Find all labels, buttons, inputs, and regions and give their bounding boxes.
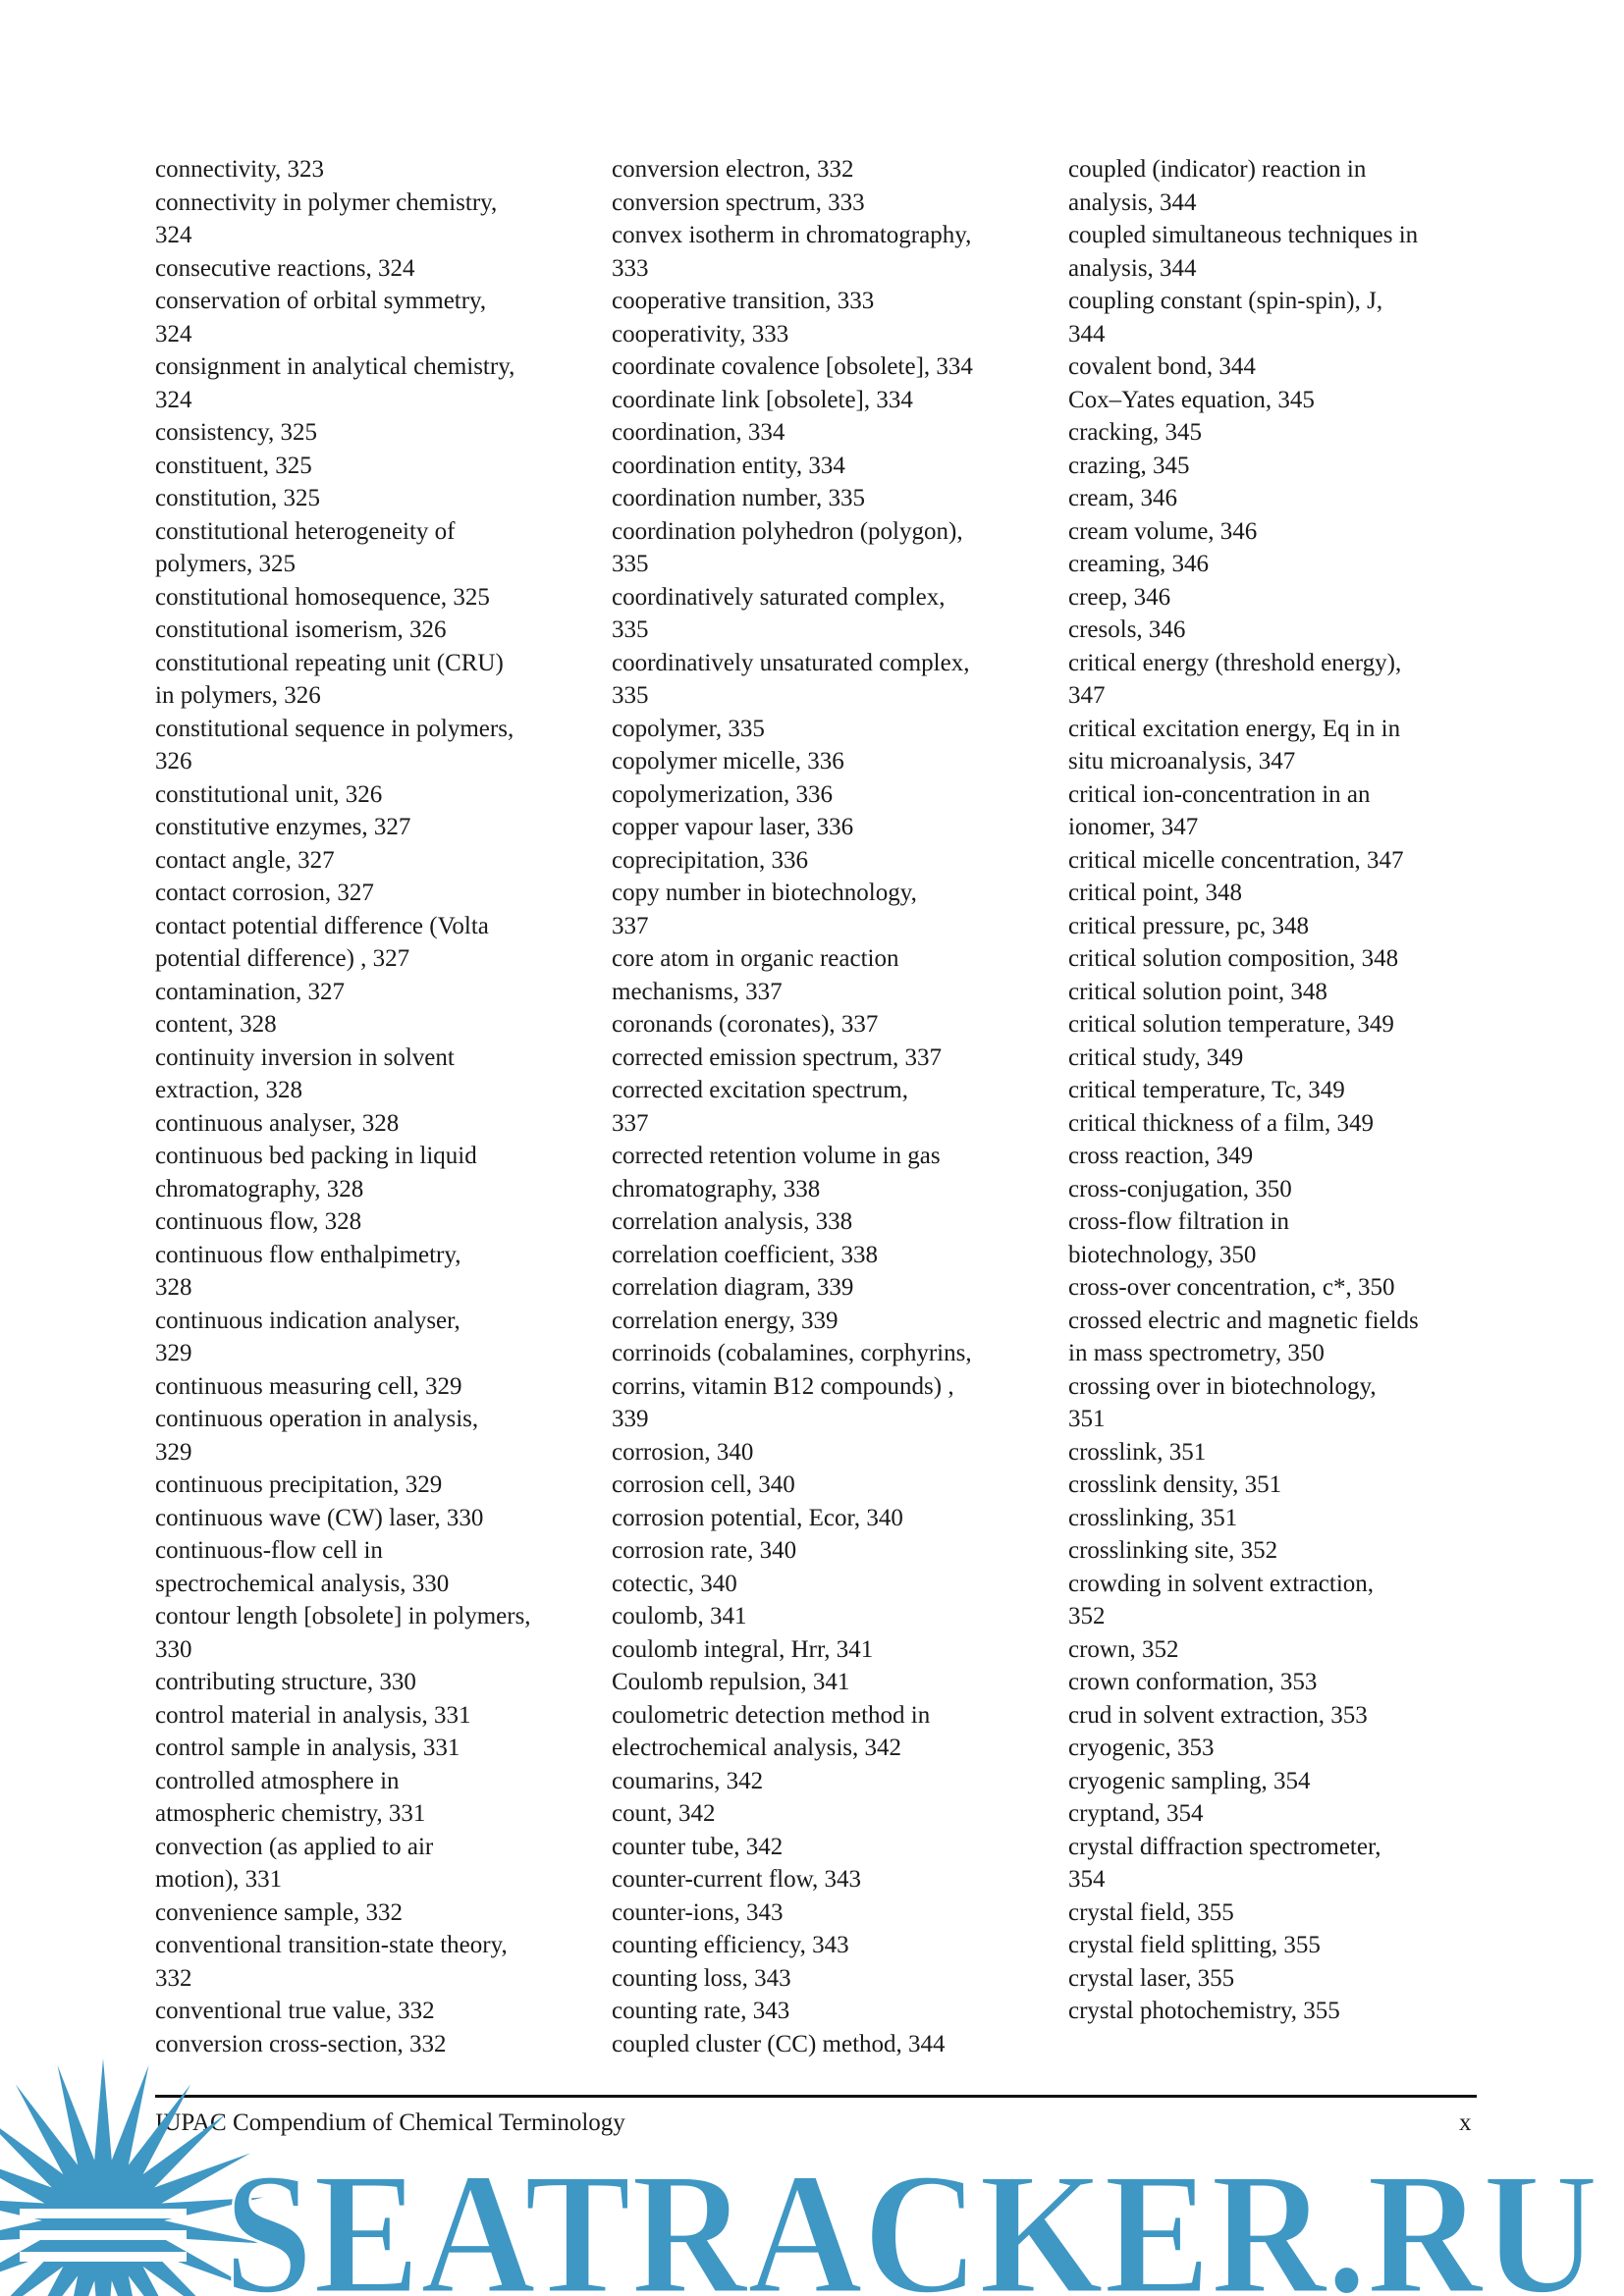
index-entry: constitutional heterogeneity of: [155, 517, 456, 545]
index-entry: constitutional sequence in polymers,: [155, 715, 514, 742]
index-entry: continuous analyser, 328: [155, 1109, 400, 1137]
index-entry: continuous-flow cell in: [155, 1537, 383, 1564]
index-entry: coordinatively unsaturated complex,: [612, 649, 970, 676]
index-entry: content, 328: [155, 1011, 277, 1038]
index-entry: convection (as applied to air: [155, 1833, 434, 1860]
index-entry: constitution, 325: [155, 485, 321, 511]
index-entry: coupled cluster (CC) method, 344: [612, 2030, 946, 2057]
index-entry: in polymers, 326: [155, 682, 321, 709]
index-entry: cooperativity, 333: [612, 320, 789, 347]
index-entry: cross reaction, 349: [1068, 1143, 1254, 1169]
index-entry: creep, 346: [1068, 583, 1171, 611]
index-entry: count, 342: [612, 1800, 716, 1827]
index-entry: consecutive reactions, 324: [155, 254, 415, 282]
index-entry: continuity inversion in solvent: [155, 1043, 455, 1071]
index-entry: coronands (coronates), 337: [612, 1011, 879, 1038]
index-entry: covalent bond, 344: [1068, 353, 1256, 380]
index-column-1: [155, 153, 587, 2060]
index-entry: motion), 331: [155, 1866, 283, 1893]
index-entry: critical point, 348: [1068, 880, 1243, 906]
index-entry: crossed electric and magnetic fields: [1068, 1307, 1419, 1334]
index-entry: atmospheric chemistry, 331: [155, 1800, 426, 1827]
index-entry: Cox–Yates equation, 345: [1068, 386, 1315, 413]
index-entry: continuous operation in analysis,: [155, 1406, 479, 1432]
index-entry: corrosion potential, Ecor, 340: [612, 1504, 903, 1531]
index-entry: 352: [1068, 1603, 1106, 1629]
index-entry: cryogenic, 353: [1068, 1735, 1215, 1761]
index-entry: continuous flow, 328: [155, 1208, 362, 1235]
index-entry: convex isotherm in chromatography,: [612, 222, 972, 248]
index-column-3: [1068, 153, 1500, 2028]
index-entry: conservation of orbital symmetry,: [155, 288, 487, 314]
index-entry: 335: [612, 682, 649, 709]
footer-title: IUPAC Compendium of Chemical Terminology: [155, 2109, 625, 2136]
index-entry: 335: [612, 551, 649, 577]
index-entry: connectivity, 323: [155, 156, 324, 183]
index-entry: polymers, 325: [155, 551, 297, 577]
index-entry: coordinatively saturated complex,: [612, 583, 946, 611]
index-entry: 332: [155, 1964, 192, 1992]
index-entry: 347: [1068, 682, 1106, 709]
index-entry: crowding in solvent extraction,: [1068, 1570, 1375, 1597]
index-entry: core atom in organic reaction: [612, 945, 899, 972]
index-entry: Coulomb repulsion, 341: [612, 1669, 850, 1695]
index-entry: copy number in biotechnology,: [612, 880, 917, 906]
index-entry: 337: [612, 1109, 649, 1137]
index-entry: control sample in analysis, 331: [155, 1735, 460, 1761]
index-entry: coordination polyhedron (polygon),: [612, 517, 963, 545]
index-entry: copolymer micelle, 336: [612, 748, 844, 774]
index-entry: contour length [obsolete] in polymers,: [155, 1603, 531, 1629]
index-entry: critical energy (threshold energy),: [1068, 649, 1402, 676]
index-entry: counter-current flow, 343: [612, 1866, 862, 1893]
index-entry: continuous indication analyser,: [155, 1307, 460, 1334]
index-entry: corrected excitation spectrum,: [612, 1077, 908, 1103]
index-entry: cracking, 345: [1068, 419, 1203, 446]
index-entry: coumarins, 342: [612, 1767, 764, 1794]
index-entry: cryogenic sampling, 354: [1068, 1767, 1311, 1794]
index-entry: cresols, 346: [1068, 616, 1186, 643]
index-entry: critical solution point, 348: [1068, 978, 1327, 1005]
index-entry: crystal photochemistry, 355: [1068, 1998, 1340, 2024]
index-entry: corrosion rate, 340: [612, 1537, 797, 1564]
index-entry: connectivity in polymer chemistry,: [155, 188, 498, 216]
index-entry: 329: [155, 1438, 192, 1466]
index-entry: conversion cross-section, 332: [155, 2030, 447, 2057]
index-entry: creaming, 346: [1068, 551, 1210, 577]
index-entry: crosslinking, 351: [1068, 1504, 1238, 1531]
watermark-logo: [0, 2056, 1624, 2296]
index-entry: copper vapour laser, 336: [612, 814, 854, 840]
index-entry: counting efficiency, 343: [612, 1932, 849, 1958]
index-entry: conversion spectrum, 333: [612, 188, 865, 216]
index-entry: controlled atmosphere in: [155, 1767, 400, 1794]
index-entry: 339: [612, 1406, 649, 1432]
index-entry: critical excitation energy, Eq in in: [1068, 715, 1401, 742]
index-entry: 344: [1068, 320, 1106, 347]
index-entry: extraction, 328: [155, 1077, 302, 1103]
index-entry: coupled (indicator) reaction in: [1068, 156, 1367, 183]
index-entry: potential difference) , 327: [155, 945, 410, 972]
index-entry: situ microanalysis, 347: [1068, 748, 1296, 774]
index-entry: chromatography, 328: [155, 1175, 364, 1202]
index-entry: 326: [155, 748, 192, 774]
index-entry: constitutional unit, 326: [155, 780, 383, 808]
index-entry: cooperative transition, 333: [612, 288, 875, 314]
index-entry: crud in solvent extraction, 353: [1068, 1701, 1368, 1729]
index-entry: crystal field splitting, 355: [1068, 1932, 1321, 1958]
index-entry: corrected retention volume in gas: [612, 1143, 941, 1169]
index-entry: contact potential difference (Volta: [155, 912, 489, 939]
index-entry: 324: [155, 386, 192, 413]
index-entry: crosslink, 351: [1068, 1438, 1207, 1466]
index-entry: cross-flow filtration in: [1068, 1208, 1289, 1235]
index-entry: corrinoids (cobalamines, corphyrins,: [612, 1340, 972, 1366]
index-entry: constitutional isomerism, 326: [155, 616, 447, 643]
index-entry: cream, 346: [1068, 485, 1178, 511]
index-entry: correlation energy, 339: [612, 1307, 839, 1334]
index-entry: spectrochemical analysis, 330: [155, 1570, 450, 1597]
index-entry: correlation coefficient, 338: [612, 1241, 878, 1268]
index-entry: coulometric detection method in: [612, 1701, 931, 1729]
index-entry: crown, 352: [1068, 1635, 1179, 1663]
index-entry: correlation diagram, 339: [612, 1274, 854, 1301]
index-entry: biotechnology, 350: [1068, 1241, 1257, 1268]
index-entry: control material in analysis, 331: [155, 1701, 471, 1729]
index-entry: crown conformation, 353: [1068, 1669, 1318, 1695]
index-entry: constituent, 325: [155, 452, 312, 479]
index-entry: critical ion-concentration in an: [1068, 780, 1371, 808]
index-entry: 354: [1068, 1866, 1106, 1893]
index-entry: cotectic, 340: [612, 1570, 737, 1597]
index-entry: crosslinking site, 352: [1068, 1537, 1278, 1564]
index-entry: 328: [155, 1274, 192, 1301]
index-entry: contamination, 327: [155, 978, 346, 1005]
index-entry: crystal laser, 355: [1068, 1964, 1235, 1992]
index-entry: continuous flow enthalpimetry,: [155, 1241, 461, 1268]
index-entry: counter-ions, 343: [612, 1898, 784, 1926]
index-entry: 324: [155, 222, 192, 248]
index-entry: analysis, 344: [1068, 188, 1197, 216]
index-entry: contributing structure, 330: [155, 1669, 416, 1695]
index-entry: critical study, 349: [1068, 1043, 1244, 1071]
index-entry: crystal field, 355: [1068, 1898, 1234, 1926]
index-entry: crazing, 345: [1068, 452, 1190, 479]
index-entry: 337: [612, 912, 649, 939]
index-entry: critical solution composition, 348: [1068, 945, 1399, 972]
index-entry: critical micelle concentration, 347: [1068, 846, 1404, 874]
index-entry: cross-conjugation, 350: [1068, 1175, 1292, 1202]
index-entry: 351: [1068, 1406, 1106, 1432]
index-entry: copolymerization, 336: [612, 780, 833, 808]
index-entry: convenience sample, 332: [155, 1898, 403, 1926]
index-entry: contact angle, 327: [155, 846, 335, 874]
index-entry: conversion electron, 332: [612, 156, 854, 183]
index-entry: correlation analysis, 338: [612, 1208, 853, 1235]
index-entry: 335: [612, 616, 649, 643]
index-entry: ionomer, 347: [1068, 814, 1199, 840]
index-entry: corrected emission spectrum, 337: [612, 1043, 943, 1071]
index-entry: critical solution temperature, 349: [1068, 1011, 1394, 1038]
index-entry: coupling constant (spin-spin), J,: [1068, 288, 1383, 314]
index-entry: 329: [155, 1340, 192, 1366]
index-entry: crystal diffraction spectrometer,: [1068, 1833, 1381, 1860]
index-entry: crosslink density, 351: [1068, 1471, 1282, 1498]
index-entry: continuous measuring cell, 329: [155, 1372, 462, 1400]
index-entry: counting loss, 343: [612, 1964, 791, 1992]
index-entry: counter tube, 342: [612, 1833, 784, 1860]
index-column-2: [612, 153, 1044, 2060]
index-entry: counting rate, 343: [612, 1998, 790, 2024]
index-entry: contact corrosion, 327: [155, 880, 374, 906]
index-entry: in mass spectrometry, 350: [1068, 1340, 1325, 1366]
page-number: x: [1459, 2109, 1472, 2136]
index-entry: coordination, 334: [612, 419, 785, 446]
index-entry: coordination entity, 334: [612, 452, 845, 479]
watermark-text: SEATRACKER.RU: [224, 2136, 1598, 2296]
index-entry: chromatography, 338: [612, 1175, 821, 1202]
index-entry: corrosion, 340: [612, 1438, 754, 1466]
index-entry: 324: [155, 320, 192, 347]
index-entry: coupled simultaneous techniques in: [1068, 222, 1419, 248]
index-entry: constitutional homosequence, 325: [155, 583, 490, 611]
index-entry: coordination number, 335: [612, 485, 865, 511]
index-entry: 330: [155, 1635, 192, 1663]
index-entry: electrochemical analysis, 342: [612, 1735, 902, 1761]
index-entry: corrins, vitamin B12 compounds) ,: [612, 1372, 954, 1400]
index-entry: 333: [612, 254, 649, 282]
index-entry: conventional true value, 332: [155, 1998, 435, 2024]
index-entry: coulomb, 341: [612, 1603, 747, 1629]
index-entry: copolymer, 335: [612, 715, 765, 742]
index-entry: constitutive enzymes, 327: [155, 814, 411, 840]
index-entry: critical thickness of a film, 349: [1068, 1109, 1375, 1137]
index-entry: crossing over in biotechnology,: [1068, 1372, 1377, 1400]
index-entry: mechanisms, 337: [612, 978, 783, 1005]
index-entry: critical pressure, pc, 348: [1068, 912, 1310, 939]
index-entry: coordinate link [obsolete], 334: [612, 386, 913, 413]
index-entry: coordinate covalence [obsolete], 334: [612, 353, 973, 380]
index-entry: coprecipitation, 336: [612, 846, 808, 874]
index-entry: continuous wave (CW) laser, 330: [155, 1504, 484, 1531]
index-entry: consistency, 325: [155, 419, 318, 446]
index-entry: continuous precipitation, 329: [155, 1471, 443, 1498]
index-entry: consignment in analytical chemistry,: [155, 353, 515, 380]
index-entry: coulomb integral, Hrr, 341: [612, 1635, 874, 1663]
index-entry: analysis, 344: [1068, 254, 1197, 282]
index-entry: corrosion cell, 340: [612, 1471, 795, 1498]
index-entry: critical temperature, Tc, 349: [1068, 1077, 1345, 1103]
index-entry: cryptand, 354: [1068, 1800, 1204, 1827]
index-entry: cream volume, 346: [1068, 517, 1258, 545]
index-entry: conventional transition-state theory,: [155, 1932, 508, 1958]
index-entry: constitutional repeating unit (CRU): [155, 649, 504, 676]
index-entry: cross-over concentration, c*, 350: [1068, 1274, 1395, 1301]
index-entry: continuous bed packing in liquid: [155, 1143, 477, 1169]
